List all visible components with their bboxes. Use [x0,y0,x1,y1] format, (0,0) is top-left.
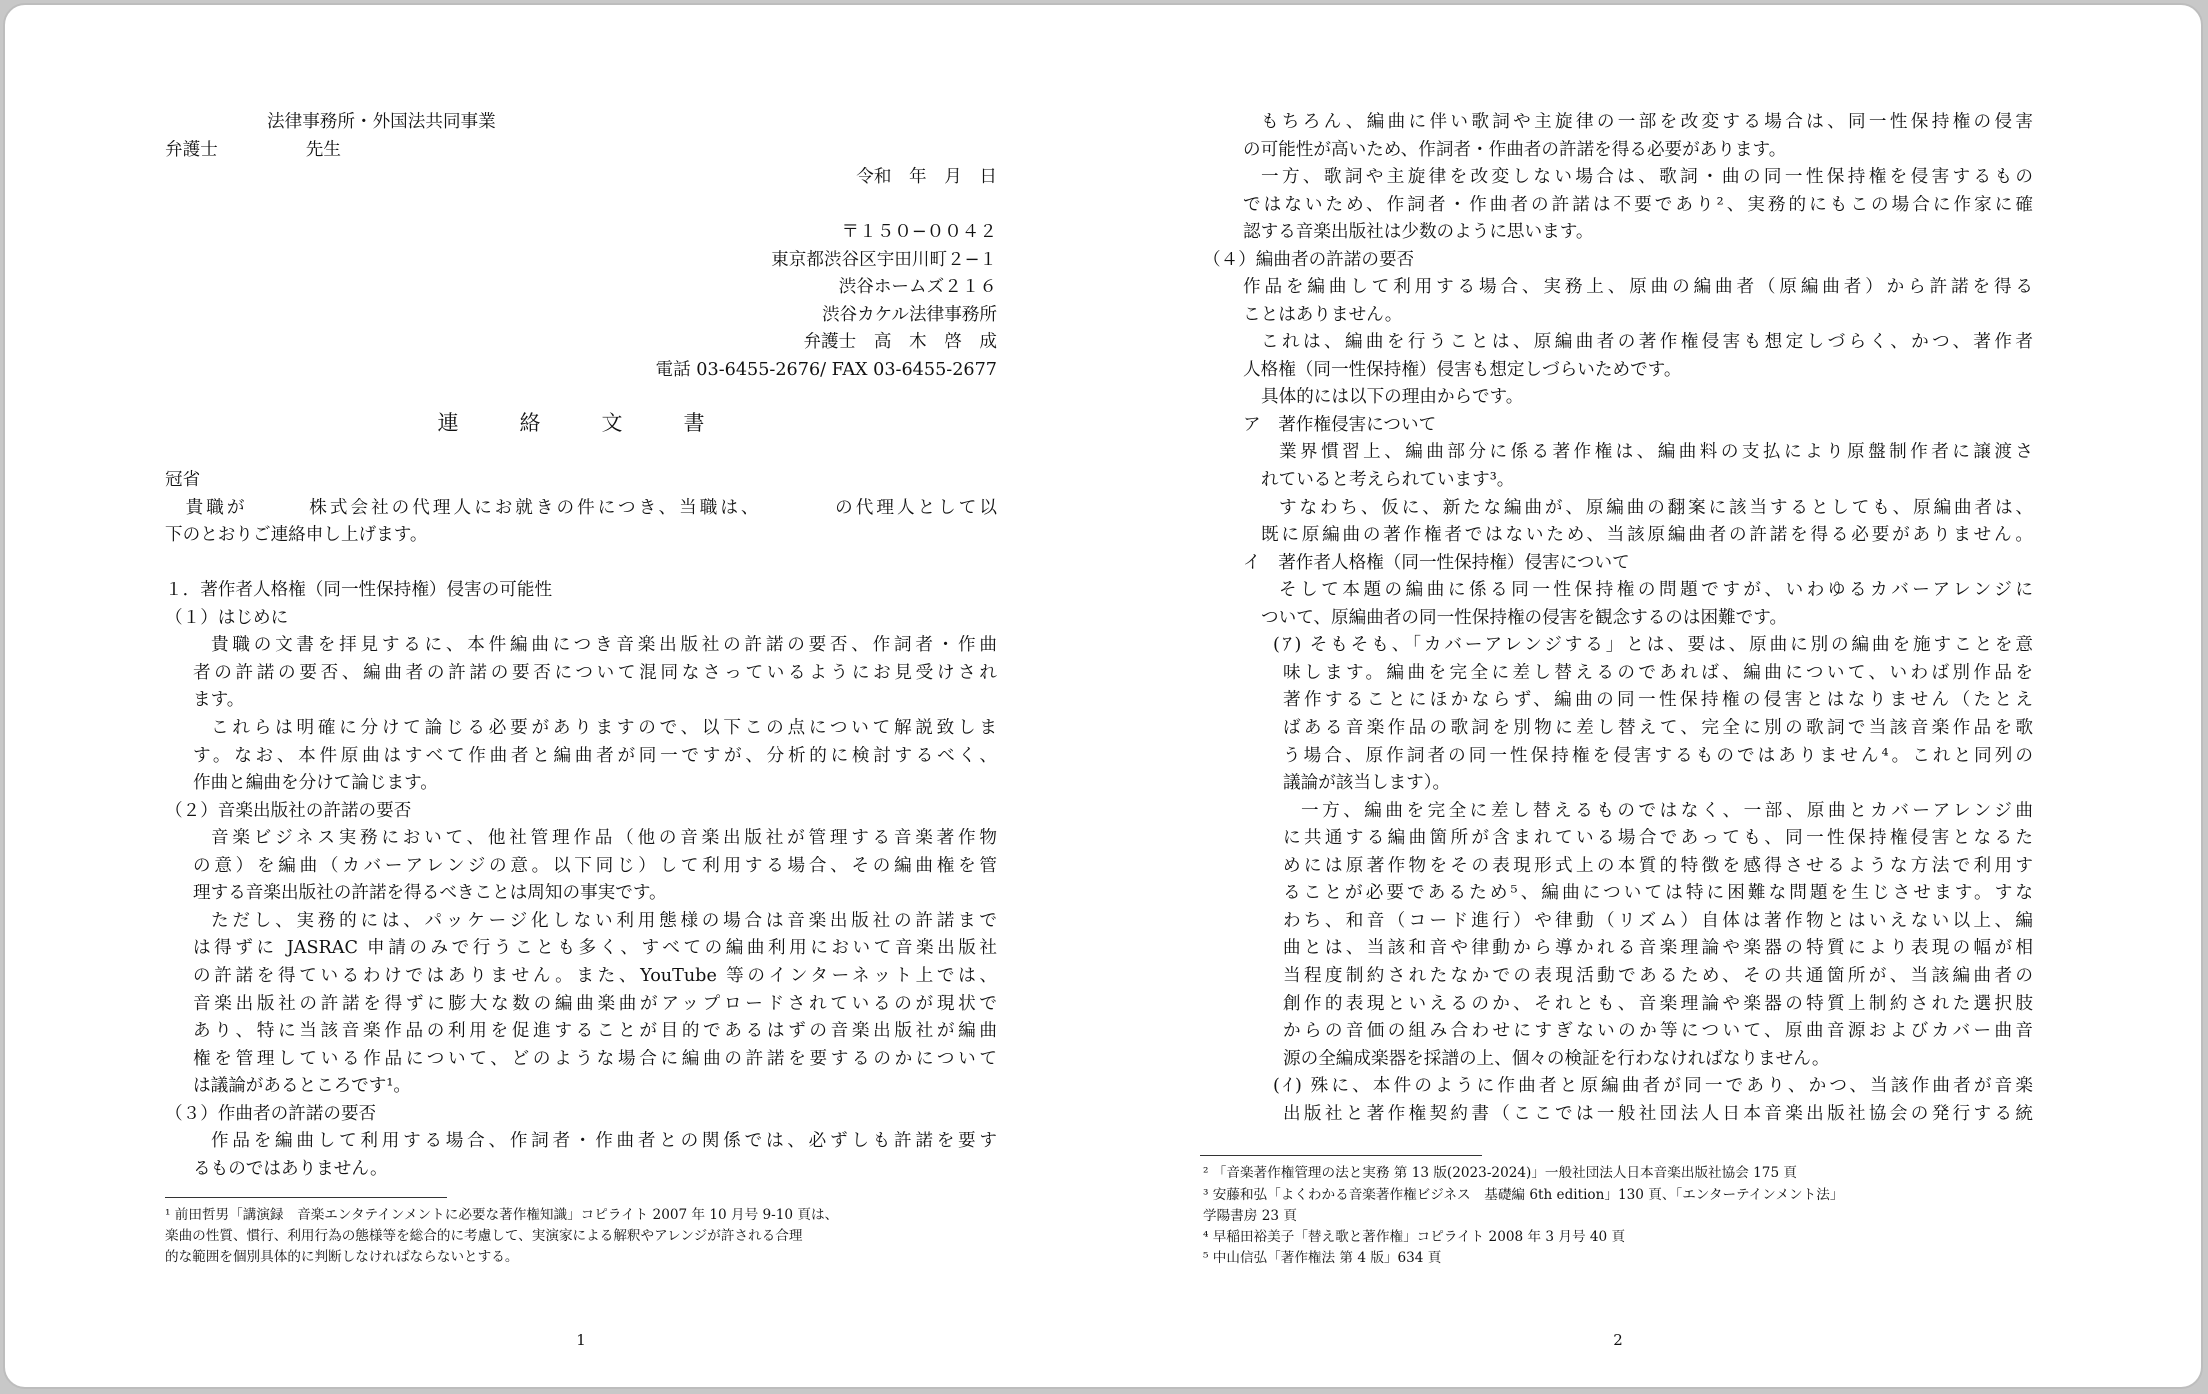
body-line: 権を管理している作品について、どのような場合に編曲の許諾を要するのかについて [193,1049,997,1069]
footnote-line: ⁵ 中山信弘「著作権法 第 4 版」634 頁 [1203,1250,1442,1266]
footnote-line: 的な範囲を個別具体的に判断しなければならないとする。 [165,1249,519,1265]
document-page-1 [165,5,997,1387]
body-line: 理する音楽出版社の許諾を得るべきことは周知の事実です。 [193,883,667,903]
body-line: 当程度制約されたなかでの表現活動であるため、その共通箇所が、当該編曲者の [1283,966,2033,986]
subsection-heading: （４）編曲者の許諾の要否 [1203,250,1415,270]
footnote-line: 学陽書房 23 頁 [1203,1208,1297,1224]
document-page-2 [1203,5,2033,1387]
footnote-line: ³ 安藤和弘「よくわかる音楽著作権ビジネス 基礎編 6th edition」130 頁、「エンターテインメント法」 [1203,1187,1844,1203]
body-line: 業界慣習上、編曲部分に係る著作権は、編曲料の支払により原盤制作者に譲渡さ [1279,442,2033,462]
body-line: ることが必要であるため⁵、編曲については特に困難な問題を生じさせます。すな [1283,883,2033,903]
document-viewer [3,3,2203,1389]
body-line: 出版社と著作権契約書（ここでは一般社団法人日本音楽出版社協会の発行する統 [1283,1104,2033,1124]
body-line: 味します。編曲を完全に差し替えるのであれば、編曲について、いわば別作品を [1283,663,2033,683]
body-line: 既に原編曲の著作権者ではないため、当該原編曲者の許諾を得る必要がありません。 [1261,525,2033,545]
body-line: の意）を編曲（カバーアレンジの意。以下同じ）して利用する場合、その編曲権を管 [193,856,997,876]
footnote-separator [1200,1155,1482,1156]
footnote-separator [165,1197,447,1198]
addressee: 弁護士 先生 [165,140,341,160]
body-line: 人格権（同一性保持権）侵害も想定しづらいためです。 [1243,360,1682,380]
page-number: 2 [1613,1331,1623,1349]
item-heading: ア 著作権侵害について [1243,415,1437,435]
body-line: ばある音楽作品の歌詞を別物に差し替えて、完全に別の歌詞で当該音楽作品を歌 [1283,718,2033,738]
body-line: 下のとおりご連絡申し上げます。 [165,525,428,545]
footnote-line: ⁴ 早稲田裕美子「替え歌と著作権」コピライト 2008 年 3 月号 40 頁 [1203,1229,1626,1245]
body-line: るものではありません。 [193,1159,388,1179]
body-line: 源の全編成楽器を採譜の上、個々の検証を行わなければなりません。 [1283,1049,1830,1069]
body-line: 貴職が 株式会社の代理人にお就きの件につき、当職は、 の代理人として以 [165,498,997,518]
body-line: ことはありません。 [1243,305,1403,325]
body-line: は議論があるところです¹。 [193,1076,412,1096]
body-line: ではないため、作詞者・作曲者の許諾は不要であり²、実務的にもこの場合に作家に確 [1243,195,2033,215]
body-line: からの音価の組み合わせにすぎないのか等について、原曲音源およびカバー曲音 [1283,1021,2033,1041]
body-line: わち、和音（コード進行）や律動（リズム）自体は著作物とはいえない以上、編 [1283,911,2033,931]
opening-greeting: 冠省 [165,470,201,490]
body-line: 曲とは、当該和音や律動から導かれる音楽理論や楽器の特質により表現の幅が相 [1283,938,2033,958]
body-line: 音楽出版社の許諾を得ずに膨大な数の編曲楽曲がアップロードされているのが現状で [193,994,997,1014]
body-line: 貴職の文書を拝見するに、本件編曲につき音楽出版社の許諾の要否、作詞者・作曲 [211,635,997,655]
body-line: す。なお、本件原曲はすべて作曲者と編曲者が同一ですが、分析的に検討するべく、 [193,746,997,766]
subsection-heading: （１）はじめに [165,608,289,628]
body-line: 具体的には以下の理由からです。 [1261,387,1524,407]
date-line: 令和 年 月 日 [856,167,997,187]
body-line: 著作することにほかならず、編曲の同一性保持権の侵害とはなりません（たとえ [1283,690,2033,710]
page-number: 1 [576,1331,586,1349]
sender-firm: 渋谷カケル法律事務所 [821,305,997,325]
body-line: そして本題の編曲に係る同一性保持権の問題ですが、いわゆるカバーアレンジに [1279,580,2033,600]
contact-line: 電話 03-6455-2676/ FAX 03-6455-2677 [655,360,997,380]
body-line: 者の許諾の要否、編曲者の許諾の要否について混同なさっているようにお見受けされ [193,663,997,683]
footnote-line: ² 「音楽著作権管理の法と実務 第 13 版(2023-2024)」一般社団法人日本音楽出版社協会 175 頁 [1203,1165,1798,1181]
building-line: 渋谷ホームズ２１６ [838,277,997,297]
body-line: 音楽ビジネス実務において、他社管理作品（他の音楽出版社が管理する音楽著作物 [211,828,997,848]
body-line: の可能性が高いため、作詞者・作曲者の許諾を得る必要があります。 [1243,140,1787,160]
body-line: う場合、原作詞者の同一性保持権を侵害するものではありません⁴。これと同列の [1283,746,2033,766]
body-line: 議論が該当します）。 [1283,773,1451,793]
subsection-heading: （２）音楽出版社の許諾の要否 [165,801,412,821]
sender-name: 弁護士 高 木 啓 成 [803,332,997,352]
body-line: に共通する編曲箇所が含まれている場合であっても、同一性保持権侵害となるた [1283,828,2033,848]
body-line: 作曲と編曲を分けて論じます。 [193,773,438,793]
address-line: 東京都渋谷区宇田川町２−１ [771,250,997,270]
body-line: これは、編曲を行うことは、原編曲者の著作権侵害も想定しづらく、かつ、著作者 [1261,332,2033,352]
footnote-line: 楽曲の性質、慣行、利用行為の態様等を総合的に考慮して、実演家による解釈やアレンジが許される合理 [165,1228,803,1244]
body-line: ただし、実務的には、パッケージ化しない利用態様の場合は音楽出版社の許諾まで [211,911,997,931]
footnote-line: ¹ 前田哲男「講演録 音楽エンタテインメントに必要な著作権知識」コピライト 2007 年 10 月号 9-10 頁は、 [165,1207,839,1223]
body-line: めには原著作物をその表現形式上の本質的特徴を感得させるような方法で利用す [1283,856,2033,876]
body-line: あり、特に当該音楽作品の利用を促進することが目的であるはずの音楽出版社が編曲 [193,1021,997,1041]
body-line: 一方、歌詞や主旋律を改変しない場合は、歌詞・曲の同一性保持権を侵害するもの [1261,167,2033,187]
section-heading: １．著作者人格権（同一性保持権）侵害の可能性 [165,580,553,600]
body-line: 認する音楽出版社は少数のように思います。 [1243,222,1594,242]
body-line: 一方、編曲を完全に差し替えるものではなく、一部、原曲とカバーアレンジ曲 [1301,801,2033,821]
document-title: 連 絡 文 書 [437,411,725,435]
body-line: もちろん、編曲に伴い歌詞や主旋律の一部を改変する場合は、同一性保持権の侵害 [1261,112,2033,132]
body-line: れていると考えられています³。 [1261,470,1515,490]
body-line: ついて、原編曲者の同一性保持権の侵害を観念するのは困難です。 [1261,608,1788,628]
body-line: 作品を編曲して利用する場合、作詞者・作曲者との関係では、必ずしも許諾を要す [211,1131,997,1151]
item-heading: イ 著作者人格権（同一性保持権）侵害について [1243,553,1630,573]
body-line: (ｱ) そもそも、「カバーアレンジする」とは、要は、原曲に別の編曲を施すことを意 [1273,635,2033,655]
body-line: 創作的表現といえるのか、それとも、音楽理論や楽器の特質上制約された選択肢 [1283,994,2033,1014]
body-line: これらは明確に分けて論じる必要がありますので、以下この点について解説致しま [211,718,997,738]
postal-code: 〒１５０−００４２ [841,222,997,242]
firm-name: 法律事務所・外国法共同事業 [267,112,496,132]
subsection-heading: （３）作曲者の許諾の要否 [165,1104,377,1124]
body-line: は得ずに JASRAC 申請のみで行うことも多く、すべての編曲利用において音楽出版社 [193,938,997,958]
body-line: (ｲ) 殊に、本件のように作曲者と原編曲者が同一であり、かつ、当該作曲者が音楽 [1273,1076,2033,1096]
body-line: の許諾を得ているわけではありません。また、YouTube 等のインターネット上では、 [193,966,997,986]
body-line: 作品を編曲して利用する場合、実務上、原曲の編曲者（原編曲者）から許諾を得る [1243,277,2033,297]
body-line: すなわち、仮に、新たな編曲が、原編曲の翻案に該当するとしても、原編曲者は、 [1279,498,2033,518]
body-line: ます。 [193,690,245,710]
